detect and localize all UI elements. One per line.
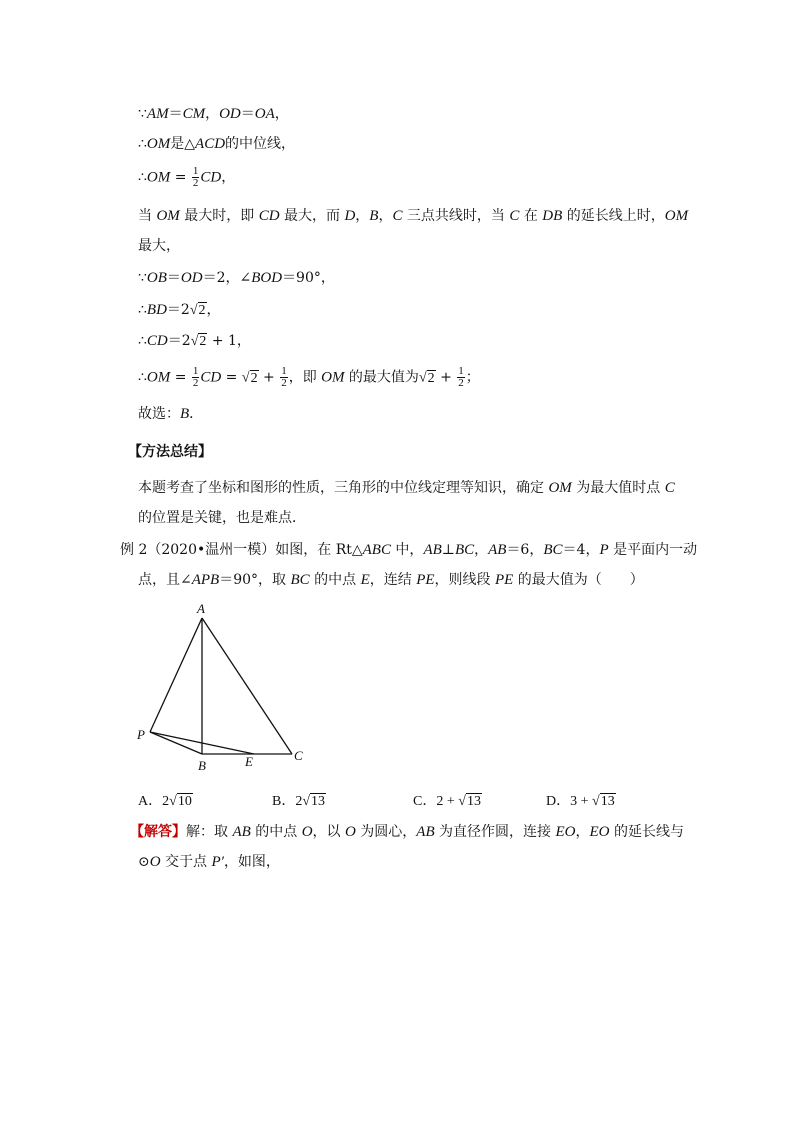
text: 的最大值为（ ）: [513, 572, 644, 588]
sqrt: √2: [241, 370, 258, 386]
var: APB: [191, 572, 220, 588]
text: ，即: [288, 369, 322, 386]
circle-dot-symbol: ⊙: [138, 854, 150, 870]
text: 的位置是关键，也是难点．: [138, 510, 306, 526]
var: CD: [258, 208, 280, 224]
summary-line-1: [138, 478, 675, 498]
var: O: [301, 824, 313, 840]
text: 最大，而: [279, 208, 345, 224]
text: ，: [474, 542, 489, 558]
text: 的中位线，: [225, 136, 296, 152]
var: OM: [156, 208, 180, 224]
text: 为圆心，: [355, 824, 417, 840]
var: P: [599, 542, 609, 558]
text: 在: [519, 208, 543, 224]
text: ＝2，∠: [202, 270, 252, 286]
var: ACD: [195, 136, 226, 152]
numerator: 1: [281, 365, 287, 377]
var: AB: [423, 542, 442, 558]
solution-line-5: [138, 236, 180, 256]
var: BC: [454, 542, 475, 558]
text: C．: [413, 794, 437, 809]
text: =: [170, 169, 191, 186]
var: OD: [219, 106, 241, 122]
text: 故选：: [138, 406, 180, 422]
var: OM: [321, 369, 345, 386]
sqrt: √13: [302, 794, 326, 809]
var: CD: [200, 369, 222, 386]
text: 例 2（2020•温州一模）如图，在 Rt△: [120, 542, 363, 558]
text: A．: [138, 794, 163, 809]
fraction: [280, 366, 288, 389]
option-a: [138, 790, 193, 810]
text: ，: [355, 208, 370, 224]
text: =: [170, 369, 191, 386]
text: 3 +: [570, 794, 593, 809]
text: 2: [295, 794, 303, 809]
text: 为直径作圆，连接: [434, 824, 556, 840]
text: 最大时，即: [179, 208, 259, 224]
therefore-symbol: ∴: [138, 136, 147, 152]
text: D．: [546, 794, 571, 809]
text: ，: [378, 208, 393, 224]
var: BC: [543, 542, 563, 558]
numerator: 1: [192, 365, 199, 377]
text: ，: [221, 169, 236, 186]
therefore-symbol: ∴: [138, 369, 147, 386]
sqrt: √2: [418, 370, 435, 386]
radicand: 2: [198, 303, 206, 318]
radicand: 10: [177, 794, 192, 809]
var: B: [369, 208, 379, 224]
solution-line-6: [138, 268, 335, 288]
option-d: [546, 790, 616, 810]
therefore-symbol: ∴: [138, 169, 147, 186]
var: P′: [211, 854, 224, 870]
var: OM: [146, 369, 171, 386]
text: ，: [205, 106, 220, 122]
radicand: 2: [427, 370, 435, 386]
var: OA: [254, 106, 275, 122]
label-e: E: [245, 754, 253, 769]
text: 的中点: [309, 572, 361, 588]
text: 的延长线与: [609, 824, 684, 840]
text: ，: [206, 302, 221, 318]
var: AB: [488, 542, 507, 558]
text: B．: [272, 794, 296, 809]
sqrt: √13: [592, 794, 615, 809]
var: CD: [200, 169, 222, 186]
text: 是平面内一动: [608, 542, 698, 558]
text: 是△: [170, 136, 196, 152]
radicand: 13: [466, 794, 481, 809]
var: CM: [182, 106, 206, 122]
var: BOD: [251, 270, 283, 286]
var: BC: [290, 572, 310, 588]
radicand: 2: [250, 370, 258, 386]
text: ＝2: [167, 333, 191, 349]
solution-line-4: [138, 206, 688, 226]
label-b: B: [198, 758, 206, 773]
var: O: [149, 854, 161, 870]
radicand: 13: [311, 794, 326, 809]
text: ，: [575, 824, 590, 840]
denominator: 2: [458, 377, 464, 389]
var: BD: [146, 302, 167, 318]
var: OM: [146, 136, 171, 152]
text: ＝90°，取: [219, 572, 291, 588]
because-symbol: ∵: [138, 106, 147, 122]
var: B: [180, 406, 190, 422]
text: 的中点: [250, 824, 302, 840]
text: =: [221, 369, 242, 386]
label-c: C: [294, 748, 303, 763]
text: ，: [274, 106, 289, 122]
var: OD: [180, 270, 203, 286]
text: 当: [138, 208, 157, 224]
var: ABC: [362, 542, 391, 558]
summary-line-2: [138, 508, 306, 528]
text: ＝: [166, 270, 181, 286]
fraction: [457, 366, 465, 389]
var: PE: [494, 572, 514, 588]
var: AM: [146, 106, 169, 122]
fraction: [192, 366, 200, 389]
text: ＝2: [166, 302, 190, 318]
text: 的延长线上时，: [562, 208, 665, 224]
var: C: [392, 208, 403, 224]
segment-ac: [202, 618, 292, 754]
text: ，连结: [369, 572, 417, 588]
sqrt: √10: [169, 794, 192, 809]
label-p: P: [137, 727, 145, 742]
text: 为最大值时点: [571, 480, 665, 496]
var: AB: [416, 824, 435, 840]
segment-pb: [150, 732, 202, 754]
answer-tag: 【解答】: [130, 824, 186, 840]
because-symbol: ∵: [138, 270, 147, 286]
text: 中，: [390, 542, 424, 558]
var: C: [664, 480, 675, 496]
denominator: 2: [192, 177, 199, 189]
text: 点，且∠: [138, 572, 192, 588]
text: 的最大值为: [344, 369, 419, 386]
var: OM: [146, 169, 171, 186]
fraction: [192, 166, 200, 189]
solution-line-7: [138, 300, 221, 321]
radicand: 2: [199, 334, 207, 349]
text: ＝90°，: [282, 270, 335, 286]
var: AB: [232, 824, 251, 840]
text: ＝: [168, 106, 183, 122]
solution-line-10: [138, 404, 203, 424]
text: ，则线段: [434, 572, 495, 588]
option-b: [272, 790, 326, 810]
text: +: [258, 369, 280, 386]
solution-line-8: [138, 331, 251, 352]
method-summary-heading: 【方法总结】: [128, 444, 212, 460]
option-c: [413, 790, 482, 810]
var: OB: [146, 270, 167, 286]
label-a: A: [197, 601, 205, 616]
var: CD: [146, 333, 168, 349]
text: ，以: [312, 824, 345, 840]
therefore-symbol: ∴: [138, 302, 147, 318]
numerator: 1: [192, 165, 199, 177]
solution-line-3: [138, 166, 235, 189]
text: + 1，: [207, 333, 251, 349]
text: 交于点: [160, 854, 212, 870]
therefore-symbol: ∴: [138, 333, 147, 349]
radicand: 13: [600, 794, 615, 809]
text: ．: [189, 406, 204, 422]
answer-line-1: [130, 822, 684, 842]
denominator: 2: [281, 377, 287, 389]
var: O: [344, 824, 356, 840]
var: DB: [542, 208, 563, 224]
text: ＝4，: [562, 542, 600, 558]
triangle-figure: [130, 598, 320, 778]
segment-ap: [150, 618, 202, 732]
sqrt: √2: [189, 303, 206, 318]
var: D: [344, 208, 356, 224]
text: ⊥: [441, 542, 455, 558]
numerator: 1: [458, 365, 464, 377]
var: EO: [589, 824, 610, 840]
text: 本题考查了坐标和图形的性质，三角形的中位线定理等知识，确定: [138, 480, 549, 496]
var: OM: [664, 208, 689, 224]
var: PE: [416, 572, 435, 588]
text: 三点共线时，当: [402, 208, 510, 224]
text: 解：取: [186, 824, 233, 840]
var: OM: [548, 480, 572, 496]
solution-line-1: [138, 104, 289, 124]
var: EO: [555, 824, 576, 840]
text: ，如图，: [223, 854, 280, 870]
text: +: [435, 369, 457, 386]
solution-line-2: [138, 134, 295, 154]
text: 最大，: [138, 238, 180, 254]
example-line-1: [120, 540, 697, 560]
var: C: [509, 208, 520, 224]
var: E: [360, 572, 370, 588]
text: 2: [162, 794, 170, 809]
text: ；: [465, 369, 480, 386]
text: 2 +: [436, 794, 459, 809]
example-line-2: [138, 570, 644, 590]
answer-line-2: [138, 852, 280, 872]
text: ＝: [240, 106, 255, 122]
sqrt: √2: [190, 334, 207, 349]
sqrt: √13: [458, 794, 481, 809]
denominator: 2: [192, 377, 199, 389]
text: ＝6，: [506, 542, 544, 558]
solution-line-9: [138, 366, 480, 389]
